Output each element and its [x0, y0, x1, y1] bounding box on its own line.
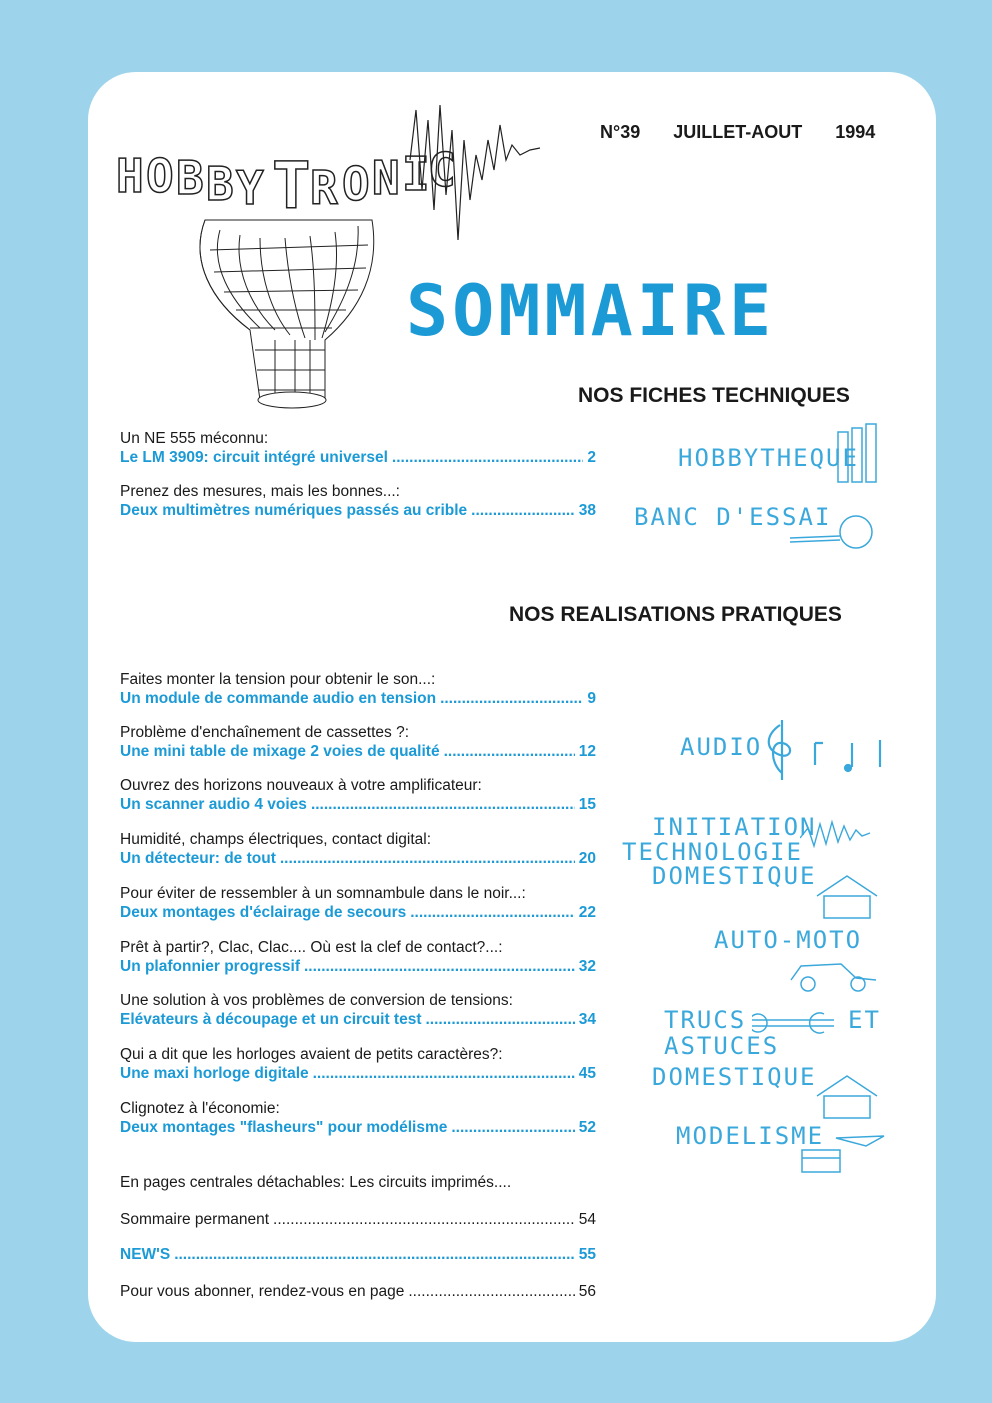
leader-dots [408, 1282, 574, 1301]
entry-page: 52 [578, 1119, 596, 1136]
rubric-astuces: ASTUCES [664, 1032, 780, 1060]
entry-title: Un plafonnier progressif [120, 958, 300, 975]
entry-title: Deux multimètres numériques passés au crible [120, 502, 468, 519]
entry-title: Sommaire permanent [120, 1211, 270, 1228]
entry-page: 32 [578, 958, 596, 975]
svg-text:I: I [402, 147, 430, 201]
rubric-banc-essai: BANC D'ESSAI [634, 503, 832, 531]
toc-entry[interactable] [120, 1045, 596, 1083]
toc-entry[interactable] [120, 884, 596, 922]
entry-intro: Problème d'enchaînement de cassettes ?: [120, 724, 410, 741]
toc-entry[interactable] [120, 1173, 596, 1192]
toc-entry[interactable] [120, 482, 596, 520]
toc-entry[interactable] [120, 1210, 596, 1229]
rubric-technologie: TECHNOLOGIE [622, 838, 803, 866]
leader-dots [313, 1064, 575, 1083]
rubric-auto-moto: AUTO-MOTO [714, 926, 863, 954]
leader-dots [392, 448, 583, 467]
rubric-domestique: DOMESTIQUE [652, 1063, 817, 1091]
svg-text:B: B [206, 157, 234, 211]
rubric-et: ET [848, 1006, 881, 1034]
entry-intro: Prêt à partir?, Clac, Clac.... Où est la clef de contact?...: [120, 939, 503, 956]
issue-info [600, 122, 875, 143]
rubric-audio: AUDIO [680, 733, 763, 761]
entry-page: 12 [578, 743, 596, 760]
signal-wave-icon [800, 808, 875, 853]
leader-dots [304, 957, 575, 976]
entry-intro: Prenez des mesures, mais les bonnes...: [120, 483, 400, 500]
entry-title: Pour vous abonner, rendez-vous en page [120, 1283, 405, 1300]
entry-intro: Une solution à vos problèmes de conversion de tensions: [120, 992, 513, 1009]
music-notes-icon [760, 715, 890, 785]
svg-text:R: R [310, 161, 338, 215]
plane-train-icon [796, 1128, 886, 1178]
svg-text:T: T [272, 150, 311, 224]
entry-page: 2 [587, 449, 596, 466]
entry-intro: Ouvrez des horizons nouveaux à votre amplificateur: [120, 777, 482, 794]
toc-entry[interactable] [120, 776, 596, 814]
leader-dots [471, 501, 575, 520]
entry-intro: Un NE 555 méconnu: [120, 430, 269, 447]
toc-entry[interactable] [120, 938, 596, 976]
entry-page: 20 [578, 850, 596, 867]
rubric-modelisme: MODELISME [676, 1122, 825, 1150]
toc-entry[interactable] [120, 429, 596, 467]
leader-dots [444, 742, 575, 761]
books-icon [832, 418, 882, 488]
entry-intro: Humidité, champs électriques, contact digital: [120, 831, 432, 848]
entry-page: 38 [578, 502, 596, 519]
leader-dots [280, 849, 575, 868]
entry-page: 56 [578, 1283, 596, 1300]
entry-page: 34 [578, 1011, 596, 1028]
entry-page: 55 [578, 1246, 596, 1263]
entry-page: 22 [578, 904, 596, 921]
entry-page: 54 [578, 1211, 596, 1228]
rubric-domestique: DOMESTIQUE [652, 862, 817, 890]
rubric-initiation: INITIATION [652, 813, 817, 841]
section-heading-realisations: NOS REALISATIONS PRATIQUES [509, 603, 842, 626]
entry-title: Le LM 3909: circuit intégré universel [120, 449, 388, 466]
leader-dots [410, 903, 575, 922]
svg-text:B: B [176, 151, 204, 205]
entry-intro: Clignotez à l'économie: [120, 1100, 280, 1117]
house-icon [812, 872, 882, 920]
toc-entry[interactable] [120, 1282, 596, 1301]
toc-entry[interactable] [120, 723, 596, 761]
entry-title: Un détecteur: de tout [120, 850, 276, 867]
entry-page: 45 [578, 1065, 596, 1082]
entry-intro: Pour éviter de ressembler à un somnambule dans le noir...: [120, 885, 526, 902]
svg-text:O: O [146, 149, 174, 203]
hobbytronic-logo [110, 100, 550, 410]
rubric-trucs: TRUCS [664, 1006, 747, 1034]
issue-number: N°39 [600, 122, 641, 142]
leader-dots [311, 795, 575, 814]
entry-title: Un module de commande audio en tension [120, 690, 437, 707]
page-title: SOMMAIRE [406, 270, 776, 352]
issue-year: 1994 [835, 122, 876, 142]
house-icon [812, 1072, 882, 1120]
leader-dots [273, 1210, 575, 1229]
svg-text:H: H [116, 149, 144, 203]
entry-title: Deux montages d'éclairage de secours [120, 904, 407, 921]
rubric-hobbytheque: HOBBYTHEQUE [678, 444, 859, 472]
leader-dots [451, 1118, 574, 1137]
svg-text:C: C [428, 143, 456, 197]
entry-title: NEW'S [120, 1246, 171, 1263]
toc-entry[interactable] [120, 1245, 596, 1264]
toc-entry[interactable] [120, 830, 596, 868]
issue-period: JUILLET-AOUT [673, 122, 803, 142]
toc-entry[interactable] [120, 670, 596, 708]
svg-text:N: N [372, 151, 400, 205]
entry-intro: Qui a dit que les horloges avaient de petits caractères?: [120, 1046, 503, 1063]
leader-dots [440, 689, 583, 708]
toc-entry[interactable] [120, 1099, 596, 1137]
entry-intro: En pages centrales détachables: Les circuits imprimés.... [120, 1174, 512, 1191]
car-icon [786, 952, 886, 994]
entry-page: 15 [578, 796, 596, 813]
entry-title: Elévateurs à découpage et un circuit test [120, 1011, 422, 1028]
section-heading-fiches: NOS FICHES TECHNIQUES [578, 384, 850, 407]
leader-dots [174, 1245, 575, 1264]
entry-title: Une mini table de mixage 2 voies de qualité [120, 743, 440, 760]
svg-text:O: O [342, 157, 370, 211]
entry-title: Une maxi horloge digitale [120, 1065, 309, 1082]
toc-entry[interactable] [120, 991, 596, 1029]
entry-intro: Faites monter la tension pour obtenir le son...: [120, 671, 436, 688]
entry-page: 9 [587, 690, 596, 707]
svg-text:Y: Y [236, 161, 264, 215]
entry-title: Un scanner audio 4 voies [120, 796, 307, 813]
leader-dots [426, 1010, 575, 1029]
entry-title: Deux montages "flasheurs" pour modélisme [120, 1119, 448, 1136]
magnifier-icon [790, 510, 880, 554]
